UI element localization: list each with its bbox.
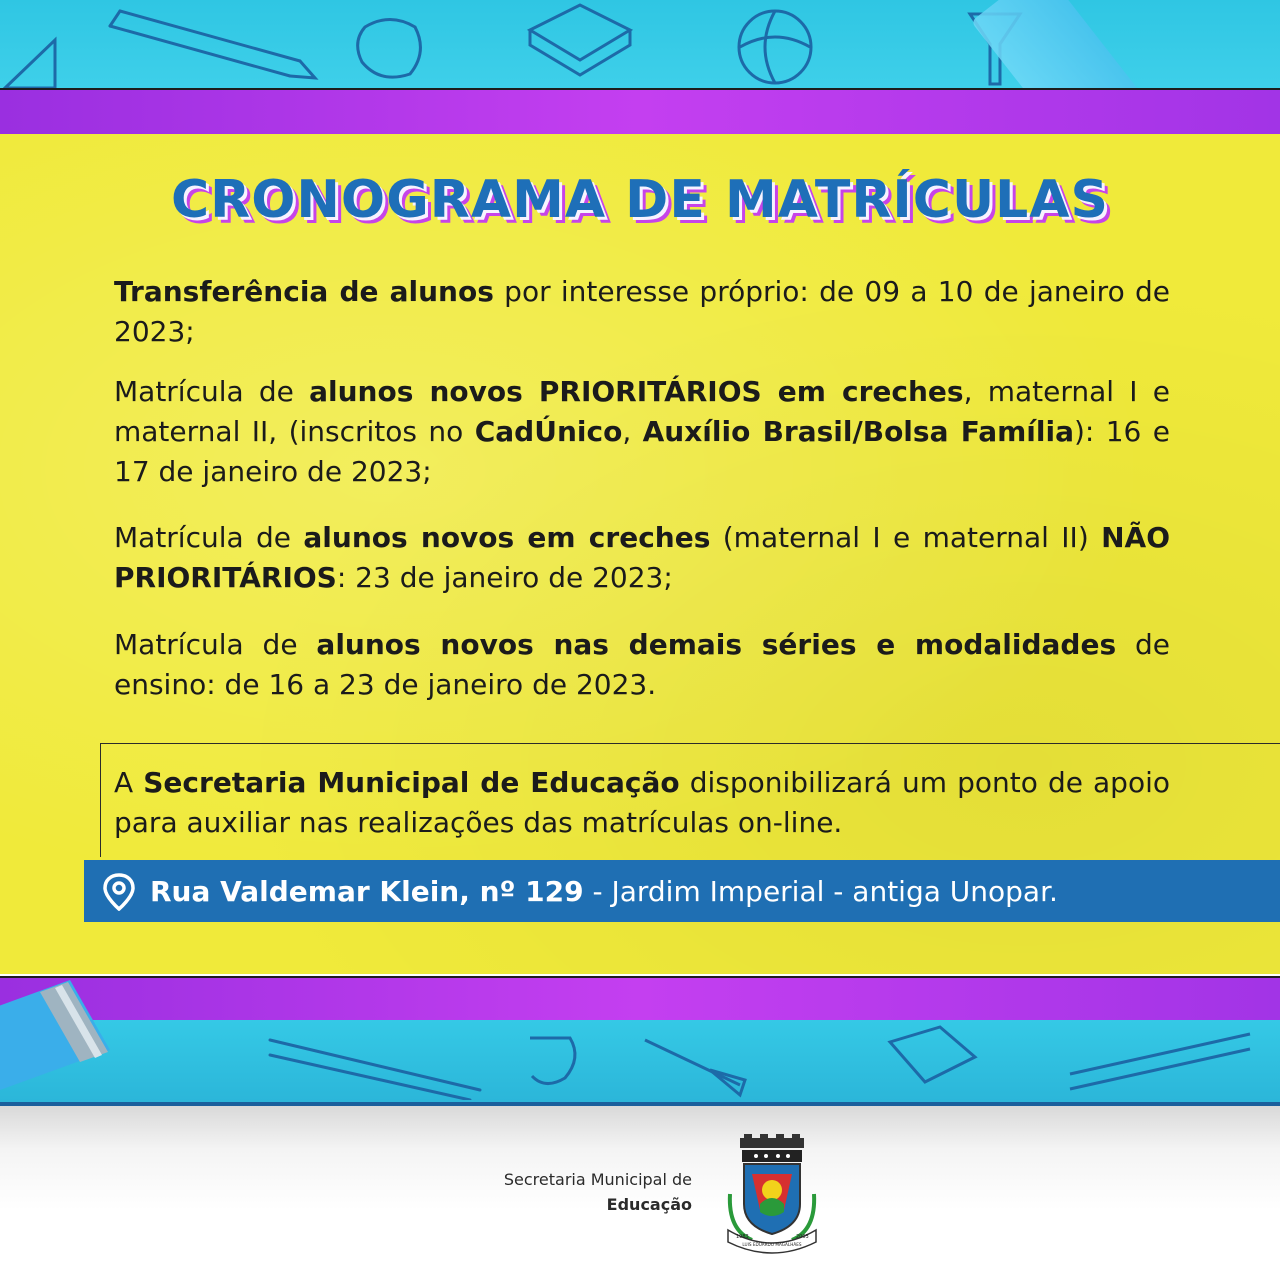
location-pin-icon — [102, 873, 136, 915]
info-text-part: A — [114, 766, 144, 799]
footer-department-line2: Educação — [606, 1195, 692, 1214]
crest-year-right: 2003 — [796, 1234, 809, 1240]
schedule-item-bold: alunos novos em creches — [303, 521, 711, 554]
book-doodle-icon — [520, 0, 640, 80]
globe-doodle-icon — [720, 2, 830, 92]
purple-stripe-top — [0, 88, 1280, 136]
schedule-item-transfer — [114, 272, 1170, 352]
address-text — [150, 872, 1058, 912]
purple-stripe-bottom — [0, 976, 1280, 1024]
municipal-crest-icon — [722, 1134, 822, 1258]
schedule-item-text: de ensino: de 16 a 23 de janeiro de 2023. — [114, 628, 1171, 701]
bottom-doodle-band — [0, 1020, 1280, 1106]
pencil-doodle-icon — [90, 6, 320, 86]
footer-department-line1: Secretaria Municipal de — [503, 1170, 692, 1189]
eraser-doodle-icon — [350, 12, 430, 82]
schedule-item-other-grades — [114, 625, 1170, 705]
page-title: CRONOGRAMA DE MATRÍCULAS — [170, 170, 1109, 230]
footer — [0, 1106, 1280, 1280]
schedule-item-text: (maternal I e maternal II) — [710, 521, 1102, 554]
schedule-item-text: Matrícula de — [114, 375, 310, 408]
hook-doodle-icon — [520, 1028, 590, 1098]
schedule-item-text: ): 16 e 17 de janeiro de 2023; — [114, 415, 1171, 488]
schedule-item-priority — [114, 372, 1170, 492]
info-text — [114, 763, 1170, 843]
schedule-item-text: , — [622, 415, 643, 448]
triangle-doodle-icon — [0, 30, 60, 92]
address-detail: - Jardim Imperial - antiga Unopar. — [583, 875, 1058, 908]
schedule-item-bold: NÃO PRIORITÁRIOS — [114, 521, 1171, 594]
book-doodle-icon — [880, 1022, 980, 1098]
schedule-item-text: , maternal I e maternal II, (inscritos no — [114, 375, 1171, 448]
info-text-bold: Secretaria Municipal de Educação — [143, 766, 680, 799]
schedule-item-text: Matrícula de — [114, 521, 304, 554]
schedule-item-bold: Transferência de alunos — [114, 275, 494, 308]
pen-doodle-icon — [1060, 1024, 1260, 1094]
pencil-doodle-icon — [260, 1030, 500, 1100]
schedule-item-text: por interesse próprio: de 09 a 10 de janeiro de 2023; — [114, 275, 1170, 348]
brush-doodle-icon — [640, 1030, 750, 1100]
schedule-item-text: Matrícula de — [114, 628, 317, 661]
schedule-item-bold: Auxílio Brasil/Bolsa Família — [642, 415, 1074, 448]
schedule-item-bold: alunos novos PRIORITÁRIOS em creches — [309, 375, 964, 408]
crest-year-left: 1983 — [736, 1234, 749, 1240]
address-street: Rua Valdemar Klein, nº 129 — [150, 875, 584, 908]
crest-motto: LUIS EDUARDO MAGALHÃES — [742, 1242, 802, 1247]
schedule-item-bold: CadÚnico — [474, 415, 623, 448]
schedule-item-text: : 23 de janeiro de 2023; — [336, 561, 673, 594]
marker-decoration — [0, 980, 130, 1090]
schedule-item-non-priority — [114, 518, 1170, 598]
schedule-item-bold: alunos novos nas demais séries e modalidades — [316, 628, 1117, 661]
info-text-part: disponibilizará um ponto de apoio para auxiliar nas realizações das matrículas on-line. — [114, 766, 1171, 839]
